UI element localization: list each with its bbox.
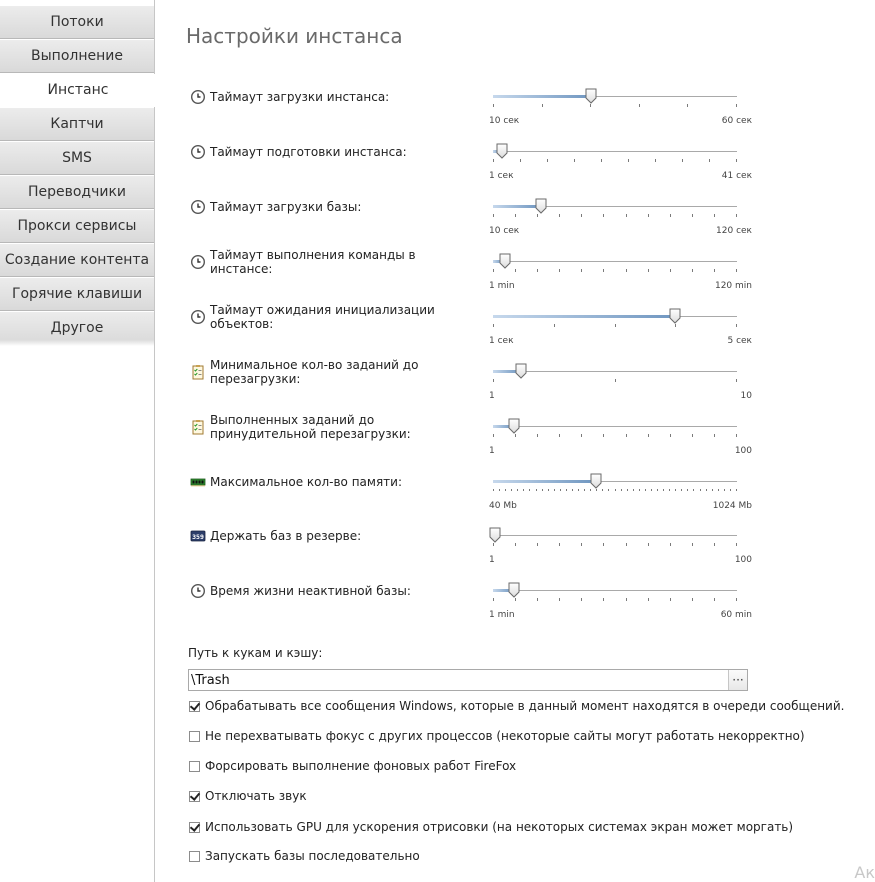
slider-min-label: 1 min	[489, 610, 515, 620]
slider-tick	[537, 214, 538, 217]
slider-tick	[692, 434, 693, 437]
slider-tick	[560, 489, 561, 491]
slider-tick	[602, 489, 603, 491]
slider-tick	[621, 489, 622, 491]
slider-min-label: 40 Mb	[489, 501, 517, 511]
slider-label: Выполненных заданий до принудительной перезагрузки:	[210, 413, 411, 441]
clock-icon	[190, 144, 206, 160]
slider-label: Таймаут загрузки инстанса:	[210, 90, 390, 104]
slider-tick	[581, 269, 582, 272]
slider-tick	[633, 489, 634, 491]
slider-tick	[515, 598, 516, 601]
slider-tick	[615, 379, 616, 382]
slider-tick	[657, 489, 658, 491]
slider-ticks	[493, 379, 737, 383]
page-title: Настройки инстанса	[186, 24, 403, 48]
slider-track[interactable]	[493, 371, 737, 372]
slider-thumb[interactable]	[496, 143, 508, 159]
slider-label-wrap	[190, 302, 480, 332]
slider-tick	[736, 543, 737, 546]
checklist-icon	[190, 364, 206, 380]
slider-tick	[517, 489, 518, 491]
slider-tick	[626, 598, 627, 601]
slider-row	[0, 467, 875, 519]
slider-thumb[interactable]	[489, 527, 501, 543]
slider-tick	[663, 489, 664, 491]
slider-tick	[648, 214, 649, 217]
slider-tick	[648, 543, 649, 546]
slider-thumb[interactable]	[585, 88, 597, 104]
slider-tick	[675, 324, 676, 327]
slider-tick	[520, 159, 521, 162]
clock-icon	[190, 199, 206, 215]
checkbox-label: Обрабатывать все сообщения Windows, которые в данный момент находятся в очереди сообщений.	[205, 699, 845, 713]
slider-tick	[584, 489, 585, 491]
slider-tick	[515, 434, 516, 437]
clock-icon	[190, 89, 206, 105]
checkbox-label: Не перехватывать фокус с других процессов (некоторые сайты могут работать некорректно)	[205, 729, 805, 743]
sidebar-tab[interactable]: Горячие клавиши	[0, 278, 154, 311]
slider-tick	[692, 598, 693, 601]
slider-tick	[651, 489, 652, 491]
slider-thumb[interactable]	[669, 308, 681, 324]
slider-tick	[736, 159, 737, 162]
slider-tick	[608, 489, 609, 491]
slider-min-label: 1 min	[489, 281, 515, 291]
slider-ticks	[493, 489, 737, 493]
slider-tick	[670, 269, 671, 272]
slider-tick	[714, 598, 715, 601]
slider-tick	[675, 489, 676, 491]
sidebar-tab[interactable]: Переводчики	[0, 176, 154, 209]
slider-tick	[581, 214, 582, 217]
slider-tick	[692, 543, 693, 546]
slider-tick	[581, 434, 582, 437]
checkbox[interactable]	[189, 731, 200, 742]
slider-tick	[493, 159, 494, 162]
checkbox[interactable]	[189, 761, 200, 772]
checkbox-label: Использовать GPU для ускорения отрисовки (на некоторых системах экран может моргать)	[205, 820, 794, 834]
slider-label: Таймаут ожидания инициализации объектов:	[210, 303, 435, 331]
slider-label-wrap	[190, 467, 480, 497]
slider-tick	[554, 324, 555, 327]
slider-row	[0, 576, 875, 628]
slider-track[interactable]	[493, 426, 737, 427]
slider-tick	[730, 489, 731, 491]
slider-track[interactable]	[493, 151, 737, 152]
corner-text: Ак	[854, 863, 875, 882]
slider-tick	[523, 489, 524, 491]
slider-max-label: 100	[734, 446, 752, 456]
slider-tick	[639, 104, 640, 107]
slider-label: Минимальное кол-во заданий до перезагрузки:	[210, 358, 419, 386]
path-label: Путь к кукам и кэшу:	[188, 646, 323, 660]
slider-row	[0, 357, 875, 409]
slider-track[interactable]	[493, 590, 737, 591]
slider-tick	[581, 598, 582, 601]
slider-tick	[626, 543, 627, 546]
slider-tick	[648, 434, 649, 437]
slider-max-label: 41 сек	[721, 171, 752, 181]
slider-label: Таймаут подготовки инстанса:	[210, 145, 407, 159]
slider-tick	[493, 269, 494, 272]
slider-tick	[670, 434, 671, 437]
slider-fill	[493, 95, 591, 98]
slider-min-label: 10 сек	[489, 226, 520, 236]
slider-tick	[603, 214, 604, 217]
slider-ticks	[493, 324, 737, 328]
slider-thumb[interactable]	[499, 253, 511, 269]
slider-label-wrap	[190, 576, 480, 606]
slider-tick	[536, 489, 537, 491]
slider-tick	[578, 489, 579, 491]
slider-tick	[493, 543, 494, 546]
slider-tick	[596, 489, 597, 491]
checkbox-row[interactable]	[189, 757, 516, 775]
slider-tick	[615, 324, 616, 327]
slider-min-label: 1	[489, 555, 495, 565]
slider-tick	[714, 269, 715, 272]
slider-track[interactable]	[493, 535, 737, 536]
slider-label: Таймаут загрузки базы:	[210, 200, 362, 214]
slider-label-wrap	[190, 137, 480, 167]
slider-tick	[718, 489, 719, 491]
slider-track[interactable]	[493, 481, 737, 482]
clock-icon	[190, 309, 206, 325]
slider-row	[0, 412, 875, 464]
slider-tick	[692, 214, 693, 217]
sidebar-tab[interactable]: Потоки	[0, 6, 154, 39]
slider-tick	[615, 489, 616, 491]
slider-fill	[493, 205, 539, 208]
checkbox[interactable]	[189, 822, 200, 833]
slider-tick	[648, 598, 649, 601]
browse-button[interactable]: ···	[728, 670, 747, 690]
slider-tick	[572, 489, 573, 491]
slider-tick	[626, 434, 627, 437]
slider-tick	[736, 104, 737, 107]
slider-tick	[590, 489, 591, 491]
slider-ticks	[493, 434, 737, 438]
sidebar-tab[interactable]: Прокси сервисы	[0, 210, 154, 243]
slider-max-label: 120 сек	[716, 226, 752, 236]
slider-tick	[669, 489, 670, 491]
slider-tick	[724, 489, 725, 491]
slider-tick	[736, 379, 737, 382]
slider-label: Таймаут выполнения команды в инстансе:	[210, 248, 416, 276]
slider-tick	[736, 214, 737, 217]
slider-tick	[537, 543, 538, 546]
slider-tick	[515, 543, 516, 546]
slider-row	[0, 302, 875, 354]
slider-thumb[interactable]	[590, 473, 602, 489]
slider-ticks	[493, 543, 737, 547]
slider-thumb[interactable]	[515, 363, 527, 379]
slider-tick	[626, 214, 627, 217]
checkbox-row[interactable]	[189, 818, 793, 836]
slider-tick	[655, 159, 656, 162]
slider-tick	[505, 489, 506, 491]
slider-tick	[493, 434, 494, 437]
slider-tick	[493, 379, 494, 382]
slider-min-label: 10 сек	[489, 116, 520, 126]
slider-tick	[493, 324, 494, 327]
slider-tick	[537, 434, 538, 437]
slider-tick	[639, 489, 640, 491]
slider-tick	[537, 598, 538, 601]
slider-tick	[681, 489, 682, 491]
slider-thumb[interactable]	[508, 418, 520, 434]
counter-icon	[190, 528, 206, 544]
slider-tick	[736, 489, 737, 491]
slider-tick	[736, 324, 737, 327]
slider-tick	[542, 104, 543, 107]
slider-max-label: 60 сек	[721, 116, 752, 126]
slider-tick	[709, 159, 710, 162]
slider-tick	[693, 489, 694, 491]
slider-max-label: 120 min	[714, 281, 752, 291]
slider-track[interactable]	[493, 316, 737, 317]
slider-label-wrap	[190, 247, 480, 277]
slider-tick	[493, 214, 494, 217]
checkbox[interactable]	[189, 791, 200, 802]
sidebar-tab[interactable]: SMS	[0, 142, 154, 175]
slider-row	[0, 192, 875, 244]
slider-row	[0, 247, 875, 299]
checkbox[interactable]	[189, 701, 200, 712]
slider-tick	[574, 159, 575, 162]
slider-tick	[559, 598, 560, 601]
checkbox-row[interactable]	[189, 787, 307, 805]
memory-icon	[190, 474, 206, 490]
checkbox-label: Форсировать выполнение фоновых работ FireFox	[205, 759, 517, 773]
slider-tick	[566, 489, 567, 491]
slider-tick	[511, 489, 512, 491]
slider-fill	[493, 315, 676, 318]
slider-tick	[628, 159, 629, 162]
slider-tick	[515, 269, 516, 272]
clock-icon	[190, 254, 206, 270]
slider-tick	[559, 214, 560, 217]
slider-max-label: 10	[740, 391, 752, 401]
slider-tick	[603, 543, 604, 546]
slider-thumb[interactable]	[535, 198, 547, 214]
slider-tick	[687, 104, 688, 107]
slider-tick	[554, 489, 555, 491]
slider-row	[0, 137, 875, 189]
sidebar-tab[interactable]: Создание контента	[0, 244, 154, 277]
slider-tick	[529, 489, 530, 491]
slider-tick	[499, 489, 500, 491]
slider-tick	[603, 598, 604, 601]
slider-tick	[682, 159, 683, 162]
checklist-icon	[190, 419, 206, 435]
slider-label-wrap	[190, 82, 480, 112]
checkbox-label: Отключать звук	[205, 789, 307, 803]
slider-tick	[692, 269, 693, 272]
slider-max-label: 60 min	[720, 610, 752, 620]
slider-tick	[542, 489, 543, 491]
slider-label-wrap	[190, 412, 480, 442]
slider-track[interactable]	[493, 96, 737, 97]
slider-tick	[645, 489, 646, 491]
slider-tick	[603, 269, 604, 272]
slider-tick	[736, 434, 737, 437]
slider-tick	[706, 489, 707, 491]
slider-tick	[547, 159, 548, 162]
sidebar-tab[interactable]: Инстанс	[0, 74, 156, 107]
slider-tick	[581, 543, 582, 546]
slider-ticks	[493, 159, 737, 163]
slider-tick	[493, 489, 494, 491]
slider-tick	[714, 434, 715, 437]
sidebar-tab[interactable]: Другое	[0, 312, 154, 345]
slider-tick	[493, 598, 494, 601]
slider-label: Время жизни неактивной базы:	[210, 584, 411, 598]
slider-tick	[626, 269, 627, 272]
slider-label-wrap	[190, 521, 480, 551]
slider-tick	[712, 489, 713, 491]
slider-tick	[627, 489, 628, 491]
slider-tick	[590, 104, 591, 107]
slider-tick	[559, 269, 560, 272]
slider-min-label: 1	[489, 446, 495, 456]
slider-tick	[559, 434, 560, 437]
checkbox-label: Запускать базы последовательно	[205, 849, 420, 863]
slider-fill	[493, 480, 595, 483]
slider-tick	[537, 269, 538, 272]
slider-tick	[670, 214, 671, 217]
slider-track[interactable]	[493, 261, 737, 262]
slider-label-wrap	[190, 192, 480, 222]
slider-max-label: 5 сек	[727, 336, 752, 346]
slider-tick	[601, 159, 602, 162]
slider-ticks	[493, 104, 737, 108]
slider-ticks	[493, 214, 737, 218]
slider-tick	[736, 598, 737, 601]
slider-tick	[736, 269, 737, 272]
slider-min-label: 1 сек	[489, 336, 514, 346]
slider-thumb[interactable]	[508, 582, 520, 598]
slider-tick	[515, 214, 516, 217]
slider-label-wrap	[190, 357, 480, 387]
svg-text:359: 359	[192, 533, 204, 541]
path-field	[188, 669, 748, 691]
checkbox[interactable]	[189, 851, 200, 862]
slider-tick	[700, 489, 701, 491]
slider-max-label: 100	[734, 555, 752, 565]
slider-tick	[548, 489, 549, 491]
slider-tick	[687, 489, 688, 491]
slider-min-label: 1	[489, 391, 495, 401]
sidebar-tab[interactable]: Выполнение	[0, 40, 154, 73]
slider-ticks	[493, 598, 737, 602]
slider-min-label: 1 сек	[489, 171, 514, 181]
slider-tick	[493, 104, 494, 107]
slider-max-label: 1024 Mb	[712, 501, 752, 511]
checkbox-row[interactable]	[189, 697, 844, 715]
slider-tick	[648, 269, 649, 272]
slider-tick	[559, 543, 560, 546]
sidebar-tab[interactable]: Каптчи	[0, 108, 154, 141]
checkbox-row[interactable]	[189, 727, 805, 745]
slider-tick	[603, 434, 604, 437]
slider-tick	[714, 214, 715, 217]
slider-tick	[714, 543, 715, 546]
slider-tick	[670, 598, 671, 601]
slider-tick	[670, 543, 671, 546]
slider-row	[0, 521, 875, 573]
slider-label: Держать баз в резерве:	[210, 529, 362, 543]
slider-ticks	[493, 269, 737, 273]
slider-label: Максимальное кол-во памяти:	[210, 475, 403, 489]
clock-icon	[190, 583, 206, 599]
path-input[interactable]	[191, 671, 727, 689]
checkbox-row[interactable]	[189, 847, 420, 865]
slider-track[interactable]	[493, 206, 737, 207]
